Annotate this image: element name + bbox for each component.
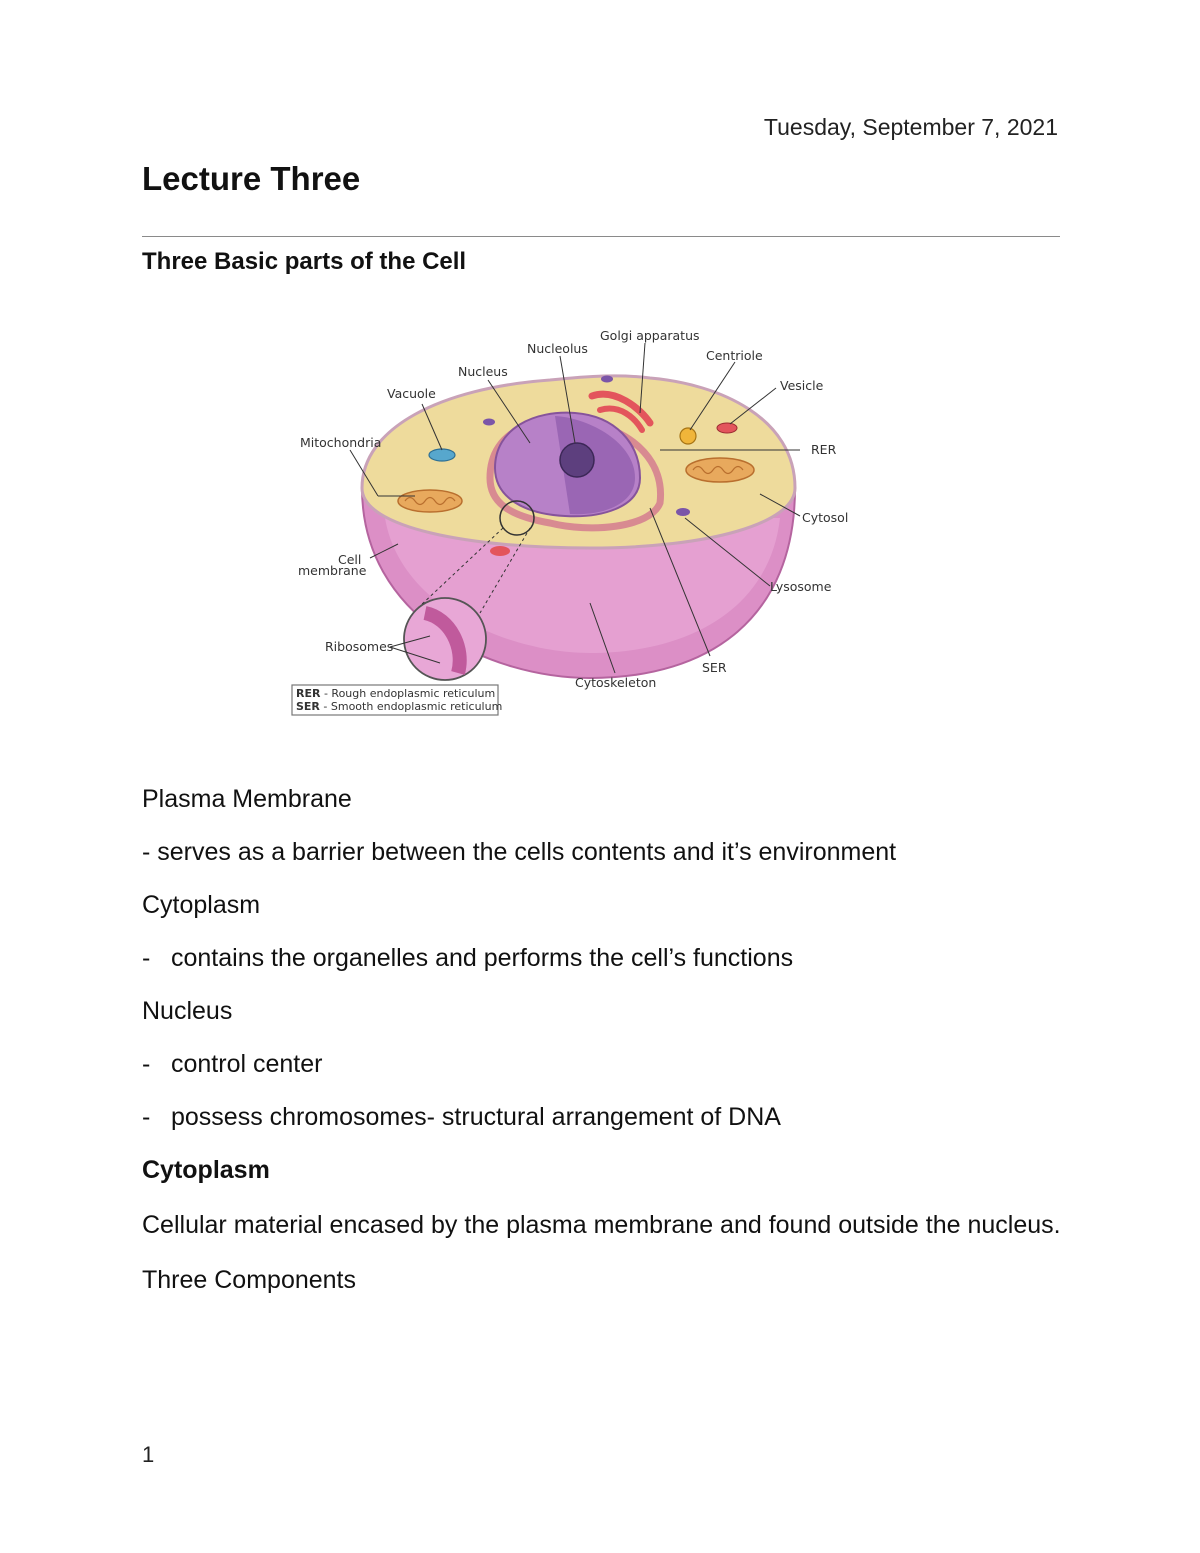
plasma-membrane-description: - serves as a barrier between the cells contents and it’s environment [142, 838, 897, 866]
nucleus-description-2: possess chromosomes- structural arrangement of DNA [171, 1103, 781, 1131]
centriole-shape [680, 428, 696, 444]
label-cytosol: Cytosol [802, 510, 849, 525]
label-lysosome: Lysosome [770, 579, 832, 594]
label-vesicle: Vesicle [780, 378, 824, 393]
cell-illustration [290, 318, 870, 718]
title-divider [142, 236, 1060, 237]
vacuole-shape [429, 449, 455, 461]
ribosome-inset [404, 598, 486, 680]
label-nucleus: Nucleus [458, 364, 508, 379]
cytoplasm-bullet [142, 941, 1062, 975]
label-nucleolus: Nucleolus [527, 341, 588, 356]
label-vacuole: Vacuole [387, 386, 436, 401]
label-ser: SER [702, 660, 727, 675]
label-golgi: Golgi apparatus [600, 328, 700, 343]
legend-rer: RER - Rough endoplasmic reticulum [296, 687, 496, 700]
cytoplasm-bold-heading: Cytoplasm [142, 1156, 270, 1184]
mitochondrion-left [398, 490, 462, 512]
label-mitochondria: Mitochondria [300, 435, 382, 450]
page-title: Lecture Three [142, 160, 361, 197]
nucleolus-shape [560, 443, 594, 477]
animal-cell-diagram [290, 318, 870, 718]
plasma-membrane-heading: Plasma Membrane [142, 785, 352, 813]
bullet-dash: - [142, 1050, 151, 1078]
label-rer: RER [811, 442, 837, 457]
legend-ser: SER - Smooth endoplasmic reticulum [296, 700, 503, 713]
cytoplasm-definition: Cellular material encased by the plasma membrane and found outside the nucleus. [142, 1211, 1061, 1239]
page-number: 1 [142, 1442, 155, 1467]
lysosome-shape [676, 508, 690, 516]
cytoplasm-heading: Cytoplasm [142, 891, 261, 919]
nucleus-heading: Nucleus [142, 997, 233, 1025]
vesicle-shape [717, 423, 737, 433]
label-cytoskeleton: Cytoskeleton [575, 675, 657, 690]
nucleus-description-1: control center [171, 1050, 323, 1078]
document-date: Tuesday, September 7, 2021 [763, 114, 1058, 140]
lecture-notes [142, 782, 1062, 1316]
bullet-dash: - [142, 944, 151, 972]
label-centriole: Centriole [706, 348, 763, 363]
bullet-dash: - [142, 1103, 151, 1131]
nucleus-bullet-1 [142, 1047, 1062, 1081]
label-cell-membrane-2: membrane [298, 563, 367, 578]
nucleus-bullet-2 [142, 1100, 1062, 1134]
cytoplasm-description: contains the organelles and performs the cell’s functions [171, 944, 794, 972]
three-components-heading: Three Components [142, 1266, 357, 1294]
section-heading: Three Basic parts of the Cell [142, 248, 467, 275]
label-cell-membrane-1: Cell [338, 552, 362, 567]
label-ribosomes: Ribosomes [325, 639, 394, 654]
mitochondrion-right [686, 458, 754, 482]
